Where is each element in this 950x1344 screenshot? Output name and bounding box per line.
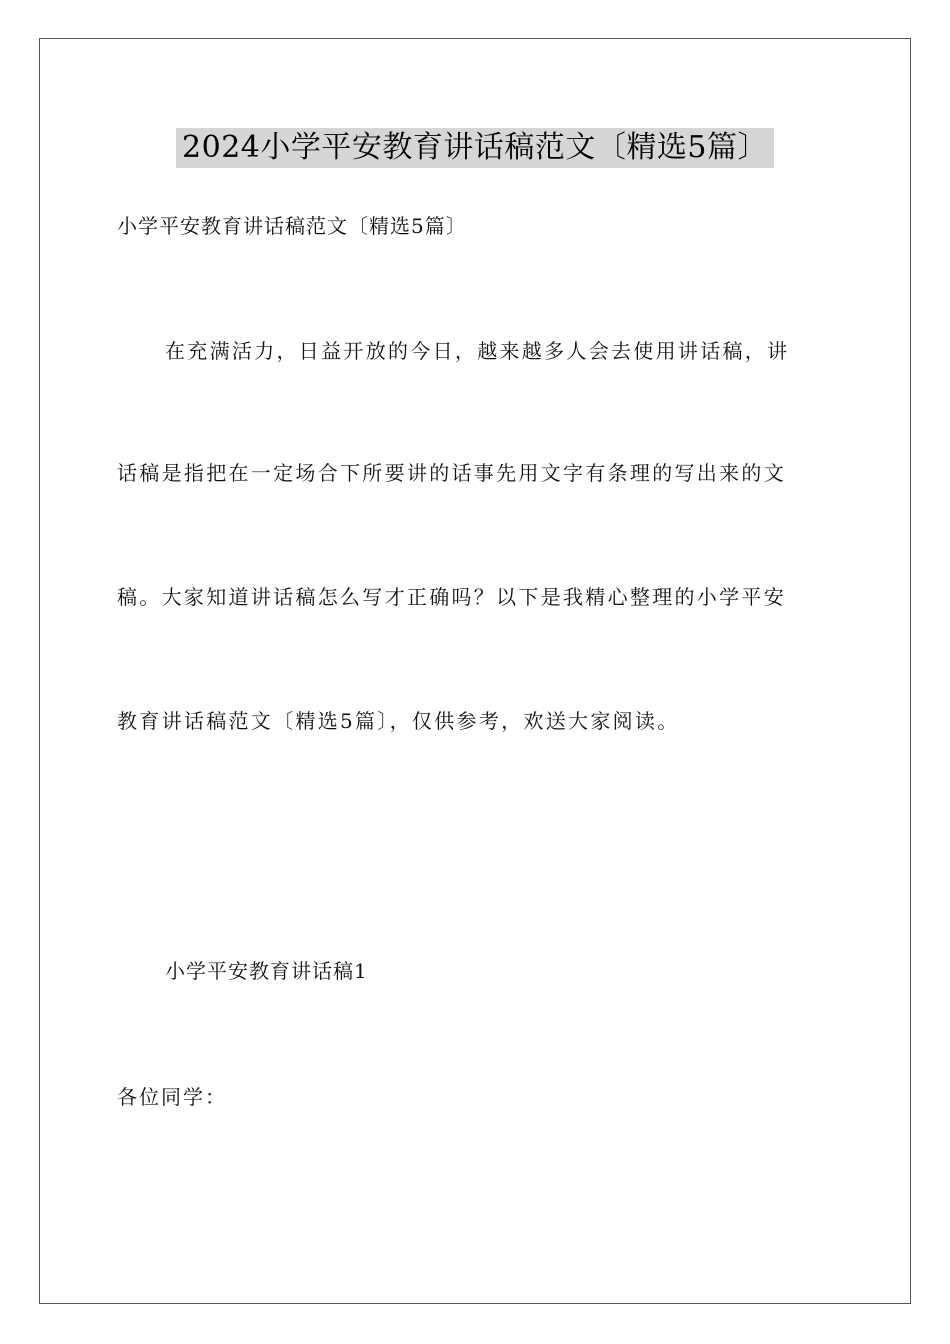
document-subtitle: 小学平安教育讲话稿范文〔精选5篇〕 (117, 214, 467, 238)
intro-paragraph-line-4: 教育讲话稿范文〔精选5篇〕，仅供参考，欢送大家阅读。 (117, 709, 680, 733)
document-title: 2024小学平安教育讲话稿范文〔精选5篇〕 (176, 128, 774, 168)
intro-paragraph-line-1: 在充满活力，日益开放的今日，越来越多人会去使用讲话稿，讲 (165, 339, 790, 363)
intro-paragraph-line-2: 话稿是指把在一定场合下所要讲的话事先用文字有条理的写出来的文 (117, 461, 786, 485)
greeting: 各位同学： (117, 1085, 227, 1109)
section-heading: 小学平安教育讲话稿1 (165, 959, 368, 983)
document-title-container (0, 128, 950, 168)
intro-paragraph-line-3: 稿。大家知道讲话稿怎么写才正确吗？以下是我精心整理的小学平安 (117, 585, 786, 609)
